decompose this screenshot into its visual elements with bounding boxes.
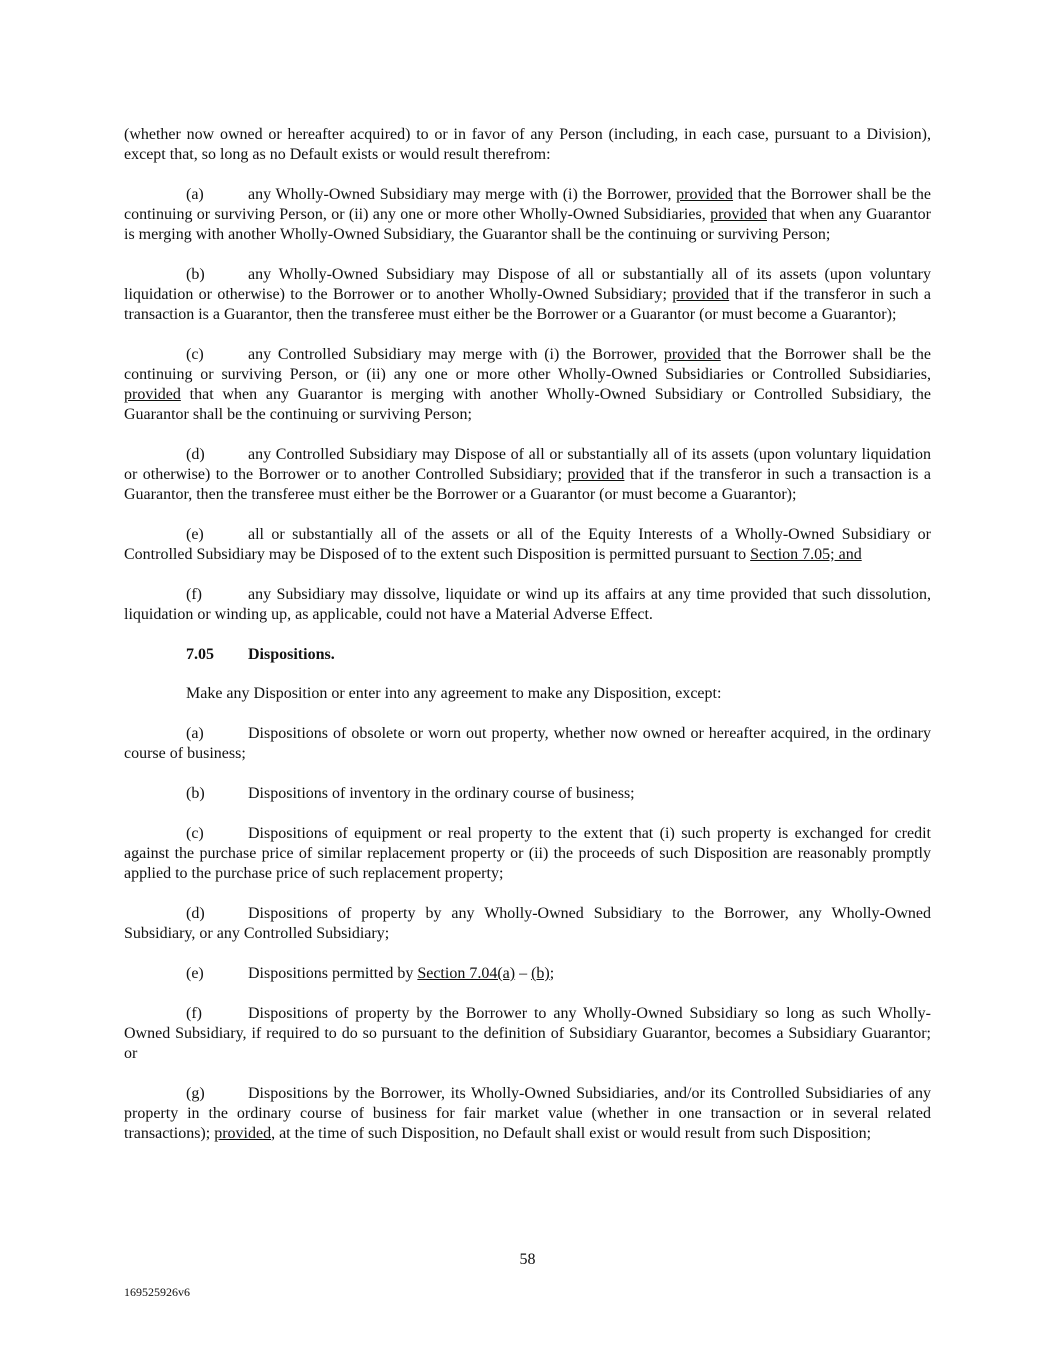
clause-label: (e) (186, 526, 204, 543)
provided-term: provided (214, 1125, 272, 1142)
section-reference: (b) (531, 965, 550, 982)
clause-704-b: (b) any Wholly-Owned Subsidiary may Dispose of all or substantially all of its assets (upon voluntary liquidation or otherwise) to the Borrower or to another Wholly-Owned Subsidiary; provided that if the transferor in such a transaction is a Guarantor, then the transferee must either be the Borrower or a Guarantor (or must become a Guarantor); (124, 266, 932, 323)
clause-label: (e) (186, 965, 204, 982)
clause-label: (b) (186, 266, 205, 283)
clause-label: (c) (186, 825, 204, 842)
provided-term: provided (710, 206, 767, 223)
clause-label: (d) (186, 446, 205, 463)
section-705-lead: Make any Disposition or enter into any agreement to make any Disposition, except: (186, 685, 722, 702)
clause-label: (a) (186, 725, 204, 742)
clause-label: (a) (186, 186, 204, 203)
clause-label: (f) (186, 586, 202, 603)
provided-term: provided (124, 386, 181, 403)
clause-704-c: (c) any Controlled Subsidiary may merge with (i) the Borrower, provided that the Borrower shall be the continuing or surviving Person, or (ii) any one or more other Wholly-Owned Subsidiaries or Controlled Subsidiaries, provided that when any Guarantor is merging with another Wholly-Owned Subsidiary or Controlled Subsidiary, the Guarantor shall be the continuing or surviving Person; (124, 346, 932, 423)
intro-paragraph: (whether now owned or hereafter acquired) to or in favor of any Person (including, in each case, pursuant to a Division), except that, so long as no Default exists or would result therefrom: (124, 126, 931, 163)
clause-label: (d) (186, 905, 205, 922)
body-text (124, 125, 931, 1164)
clause-label: (f) (186, 1005, 202, 1022)
clause-704-a: (a) any Wholly-Owned Subsidiary may merge with (i) the Borrower, provided that the Borrower shall be the continuing or surviving Person, or (ii) any one or more other Wholly-Owned Subsidiaries, provided that when any Guarantor is merging with another Wholly-Owned Subsidiary, the Guarantor shall be the continuing or surviving Person; (124, 186, 932, 243)
provided-term: provided (676, 186, 734, 203)
clause-label: (b) (186, 785, 205, 802)
clause-label: (c) (186, 346, 204, 363)
clause-705-b: (b) Dispositions of inventory in the ordinary course of business; (186, 785, 635, 802)
clause-705-f: (f) Dispositions of property by the Borrower to any Wholly-Owned Subsidiary so long as such Wholly-Owned Subsidiary, if required to do so pursuant to the definition of Subsidiary Guarantor, becomes a Subsidiary Guarantor; or (124, 1005, 931, 1062)
section-heading-705 (124, 645, 931, 665)
clause-label: (g) (186, 1085, 205, 1102)
provided-term: provided (663, 346, 721, 363)
section-reference: Section 7.04(a) (417, 965, 516, 982)
section-reference: Section 7.05; and (750, 546, 862, 563)
clause-704-d: (d) any Controlled Subsidiary may Dispose of all or substantially all of its assets (upon voluntary liquidation or otherwise) to the Borrower or to another Controlled Subsidiary; provided that if the transferor in such a transaction is a Guarantor, then the transferee must either be the Borrower or a Guarantor (or must become a Guarantor); (124, 446, 932, 503)
page-number: 58 (519, 1251, 536, 1268)
section-title: Dispositions. (248, 646, 335, 663)
clause-704-e: (e) all or substantially all of the assets or all of the Equity Interests of a Wholly-Owned Subsidiary or Controlled Subsidiary may be Disposed of to the extent such Disposition is permitted pursuant to Section 7.05; and (124, 526, 931, 563)
provided-term: provided (672, 286, 730, 303)
clause-705-c: (c) Dispositions of equipment or real property to the extent that (i) such property is exchanged for credit against the purchase price of similar replacement property or (ii) the proceeds of such Disposition are reasonably promptly applied to the purchase price of such replacement property; (124, 825, 931, 882)
clause-705-d: (d) Dispositions of property by any Wholly-Owned Subsidiary to the Borrower, any Wholly-Owned Subsidiary, or any Controlled Subsidiary; (124, 905, 931, 942)
clause-705-a: (a) Dispositions of obsolete or worn out property, whether now owned or hereafter acquired, in the ordinary course of business; (124, 725, 931, 762)
provided-term: provided (567, 466, 625, 483)
clause-705-e: (e) Dispositions permitted by Section 7.04(a) – (b); (186, 965, 555, 982)
document-id: 169525926v6 (124, 1285, 190, 1299)
section-number: 7.05 (186, 646, 214, 663)
clause-704-f: (f) any Subsidiary may dissolve, liquidate or wind up its affairs at any time provided that such dissolution, liquidation or winding up, as applicable, could not have a Material Adverse Effect. (124, 586, 931, 623)
clause-705-g: (g) Dispositions by the Borrower, its Wholly-Owned Subsidiaries, and/or its Controlled Subsidiaries of any property in the ordinary course of business for fair market value (whether in one transaction or in several related transactions); provided, at the time of such Disposition, no Default shall exist or would result from such Disposition; (124, 1085, 931, 1142)
